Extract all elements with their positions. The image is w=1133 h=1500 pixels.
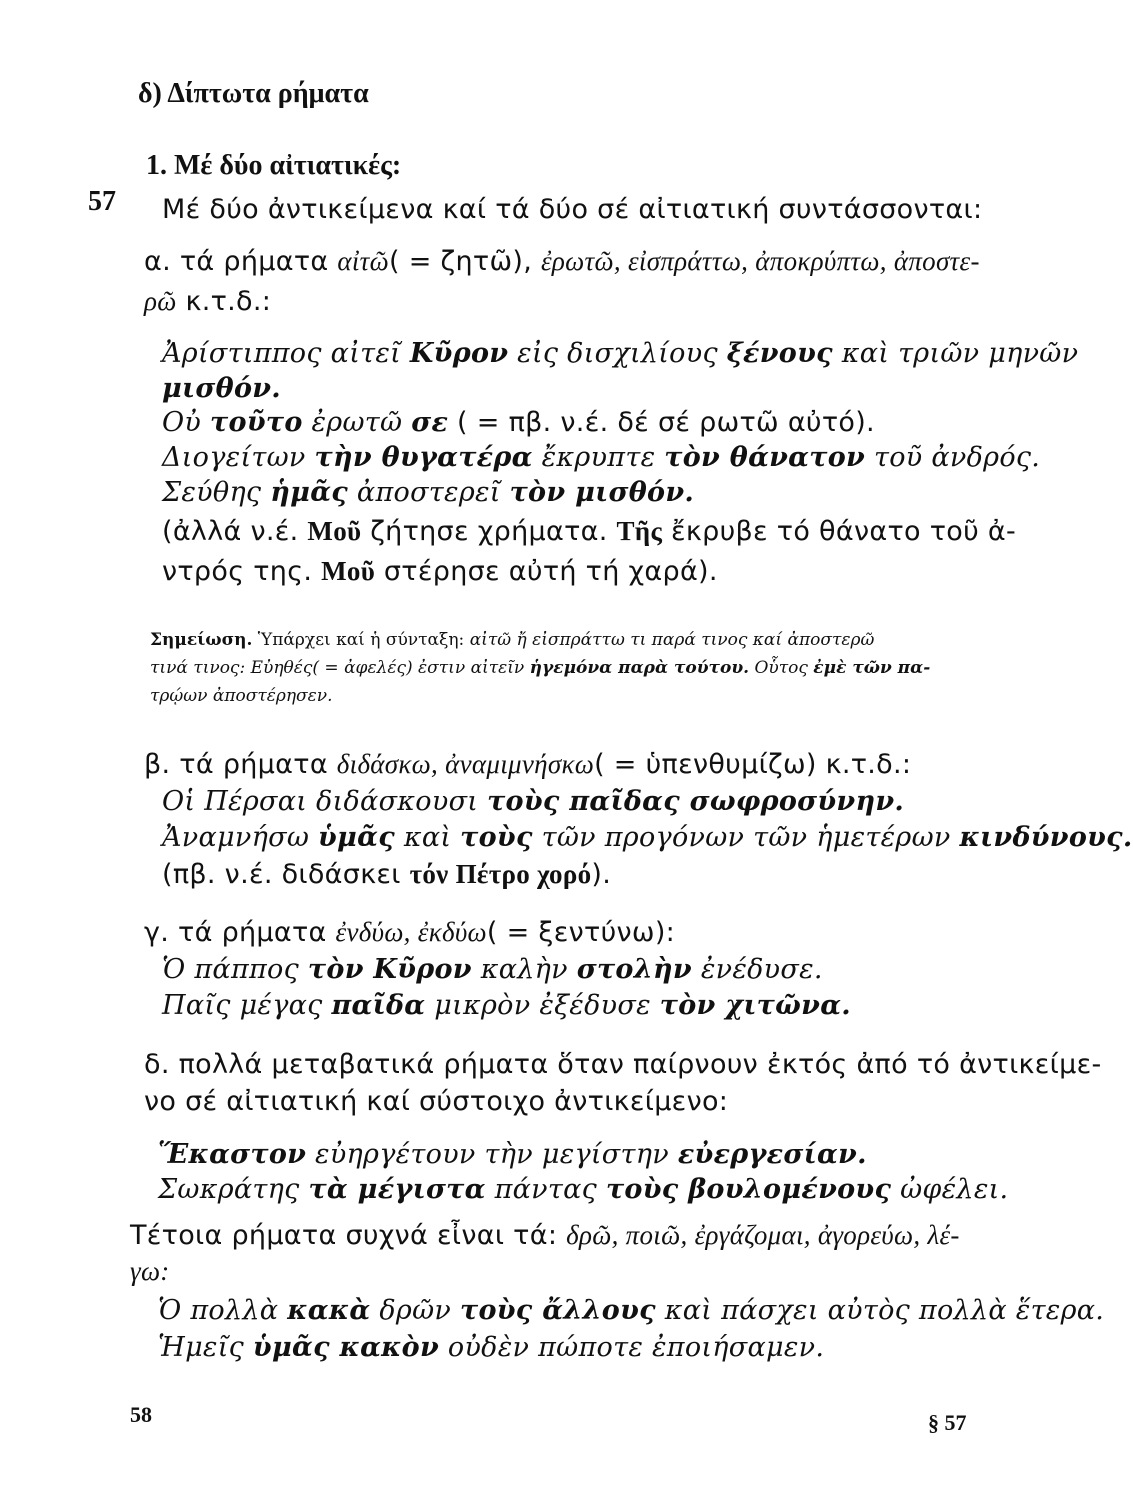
note-line-1: Σημείωση. Ὑπάρχει καί ἡ σύνταξη: αἰτῶ ἤ εἰσπράττω τι παρά τινος καί ἀποστερῶ — [150, 630, 875, 650]
part-d-line-3: Τέτοια ρήματα συχνά εἶναι τά: δρῶ, ποιῶ, ἐργάζομαι, ἀγορεύω, λέ- — [130, 1220, 960, 1251]
part-d-line-4: γω: — [130, 1256, 170, 1286]
example-line: Παῖς μέγας παῖδα μικρὸν ἐξέδυσε τὸν χιτῶνα. — [162, 990, 851, 1021]
note-line-3: τρῴων ἀποστέρησεν. — [150, 686, 333, 706]
section-reference: § 57 — [928, 1410, 967, 1435]
example-line: Οἱ Πέρσαι διδάσκουσι τοὺς παῖδας σωφροσύνην. — [162, 786, 905, 817]
example-line: Ὁ πάππος τὸν Κῦρον καλὴν στολὴν ἐνέδυσε. — [162, 954, 823, 985]
section-title: δ) Δίπτωτα ρήματα — [138, 78, 369, 109]
example-line: Διογείτων τὴν θυγατέρα ἔκρυπτε τὸν θάνατον τοῦ ἀνδρός. — [162, 442, 1041, 473]
margin-section-number: 57 — [88, 186, 116, 217]
part-a-line-2: ρῶ κ.τ.δ.: — [144, 286, 272, 317]
subheading: 1. Μέ δύο αἰτιατικές: — [146, 150, 402, 181]
part-a-line-1: α. τά ρήματα αἰτῶ( = ζητῶ), ἐρωτῶ, εἰσπράττω, ἀποκρύπτω, ἀποστε- — [144, 246, 980, 277]
example-line: Σεύθης ἡμᾶς ἀποστερεῖ τὸν μισθόν. — [162, 477, 695, 508]
intro-text: Μέ δύο ἀντικείμενα καί τά δύο σέ αἰτιατική συντάσσονται: — [162, 194, 983, 225]
part-d-line-1: δ. πολλά μεταβατικά ρήματα ὅταν παίρνουν ἐκτός ἀπό τό ἀντικείμε- — [144, 1049, 1102, 1080]
part-c-line-1: γ. τά ρήματα ἐνδύω, ἐκδύω( = ξεντύνω): — [144, 917, 676, 948]
part-d-line-2: νο σέ αἰτιατική καί σύστοιχο ἀντικείμενο: — [144, 1086, 729, 1117]
modern-greek-line: (ἀλλά ν.έ. Μοῦ ζήτησε χρήματα. Τῆς ἔκρυβε τό θάνατο τοῦ ἀ- — [162, 516, 1017, 547]
part-b-line-1: β. τά ρήματα διδάσκω, ἀναμιμνήσκω( = ὑπενθυμίζω) κ.τ.δ.: — [144, 749, 912, 780]
example-line: Ὁ πολλὰ κακὰ δρῶν τοὺς ἄλλους καὶ πάσχει αὐτὸς πολλὰ ἕτερα. — [158, 1295, 1105, 1326]
example-line: Σωκράτης τὰ μέγιστα πάντας τοὺς βουλομένους ὠφέλει. — [158, 1174, 1009, 1205]
page-number: 58 — [130, 1402, 152, 1427]
modern-greek-line: (πβ. ν.έ. διδάσκει τόν Πέτρο χορό). — [162, 859, 612, 890]
modern-greek-line: ντρός της. Μοῦ στέρησε αὐτή τή χαρά). — [162, 556, 718, 587]
example-line: Ἕκαστον εὐηργέτουν τὴν μεγίστην εὐεργεσίαν. — [158, 1139, 867, 1170]
note-line-2: τινά τινος: Εὐηθές( = ἀφελές) ἐστιν αἰτεῖν ἡγεμόνα παρὰ τούτου. Οὗτος ἐμὲ τῶν πα- — [150, 658, 931, 678]
example-line: Ἡμεῖς ὑμᾶς κακὸν οὐδὲν πώποτε ἐποιήσαμεν. — [158, 1332, 825, 1363]
example-line: μισθόν. — [162, 373, 281, 404]
example-line: Οὐ τοῦτο ἐρωτῶ σε ( = πβ. ν.έ. δέ σέ ρωτῶ αὐτό). — [162, 407, 875, 438]
example-line: Ἀναμνήσω ὑμᾶς καὶ τοὺς τῶν προγόνων τῶν ἡμετέρων κινδύνους. — [162, 822, 1133, 853]
example-line: Ἀρίστιππος αἰτεῖ Κῦρον εἰς δισχιλίους ξένους καὶ τριῶν μηνῶν — [162, 338, 1079, 369]
